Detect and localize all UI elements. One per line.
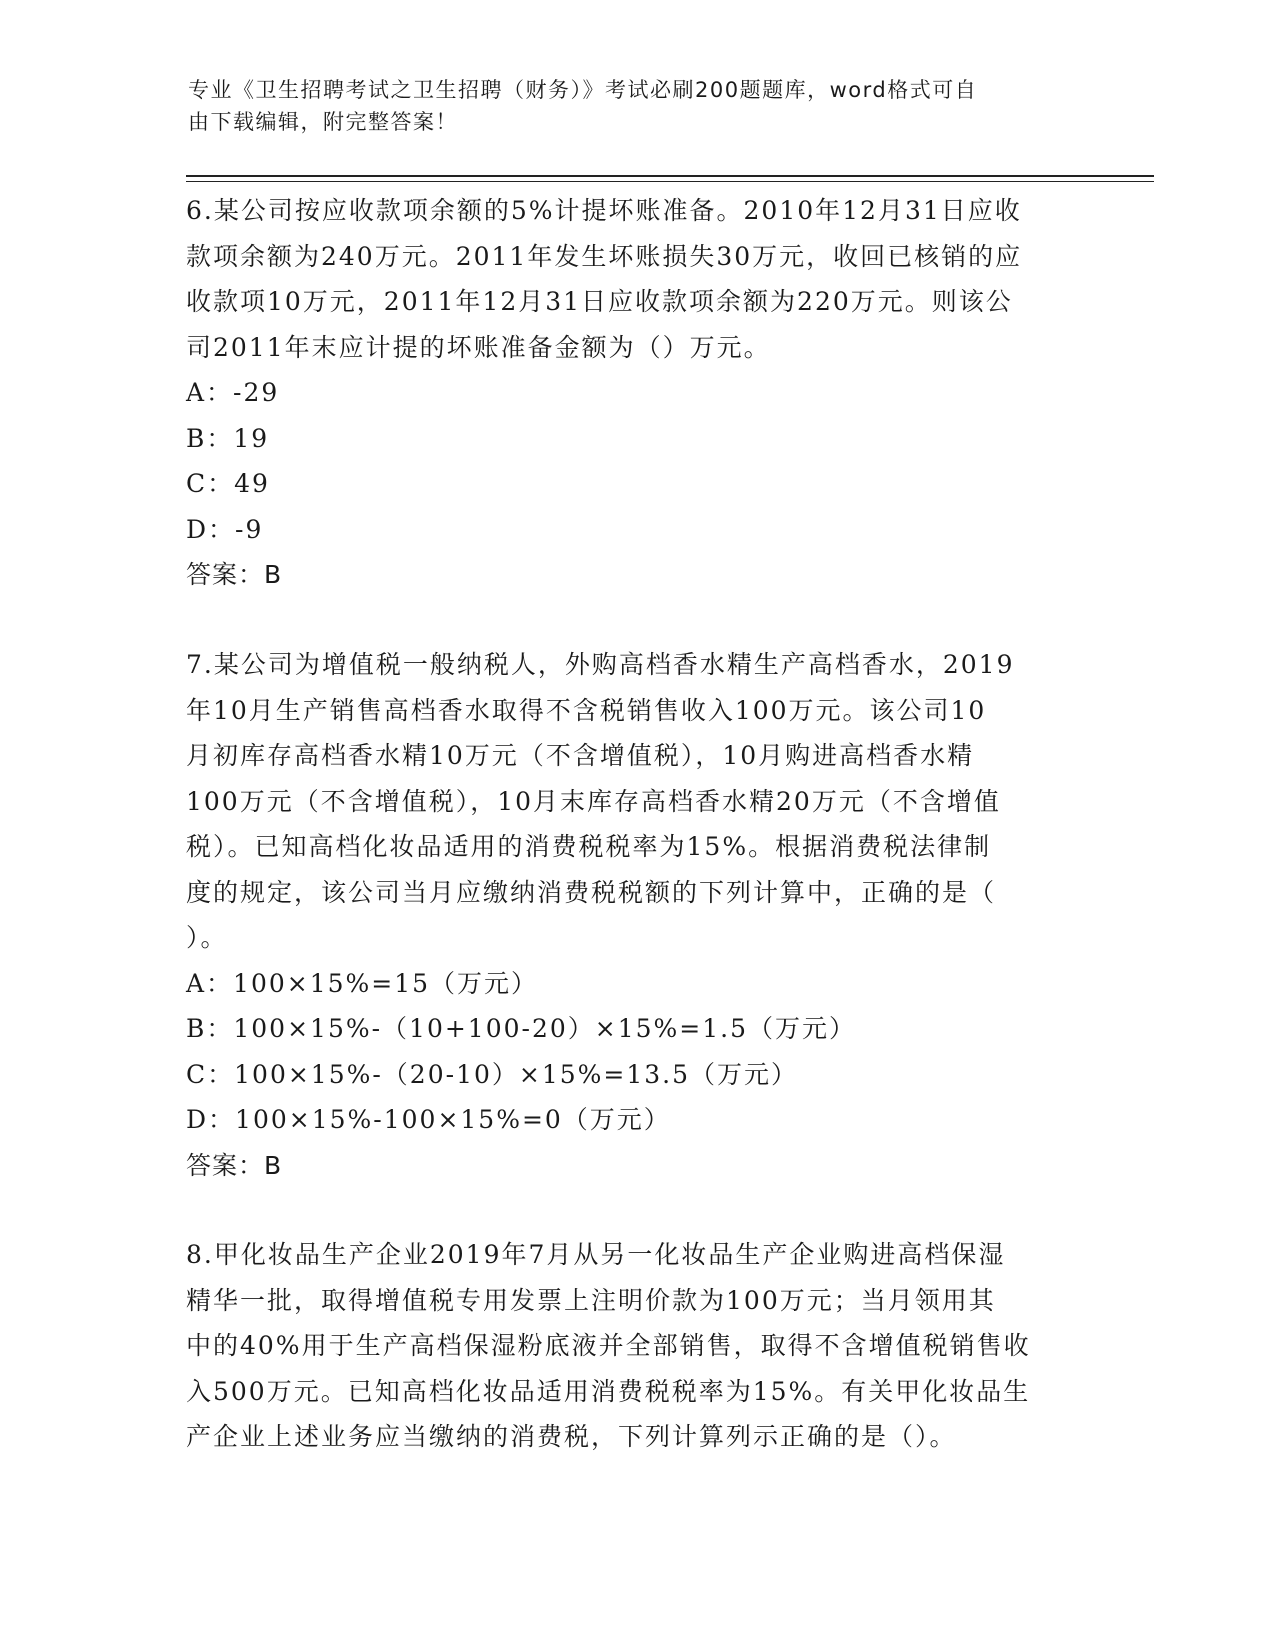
stem-line: 款项余额为240万元。2011年发生坏账损失30万元，收回已核销的应 [186,241,1023,271]
option-b: B：100×15%-（10+100-20）×15%=1.5（万元） [186,1014,857,1043]
document-header [188,74,1068,138]
stem-line: 6.某公司按应收款项余额的5%计提坏账准备。2010年12月31日应收 [186,196,1022,225]
stem-line: 收款项10万元，2011年12月31日应收款项余额为220万元。则该公 [186,287,1013,316]
option-a: A：-29 [186,378,280,407]
header-line-2: 由下载编辑，附完整答案！ [188,110,458,134]
answer-line: 答案：B [186,560,283,589]
question-stem [186,642,1086,961]
stem-line: 精华一批，取得增值税专用发票上注明价款为100万元；当月领用其 [186,1285,996,1315]
stem-line: 税）。已知高档化妆品适用的消费税税率为15%。根据消费税法律制 [186,832,992,861]
stem-line: 中的40%用于生产高档保湿粉底液并全部销售，取得不含增值税销售收 [186,1331,1031,1360]
option-c: C：49 [186,469,270,498]
stem-line: 100万元（不含增值税），10月末库存高档香水精20万元（不含增值 [186,786,1001,816]
stem-line: 7.某公司为增值税一般纳税人，外购高档香水精生产高档香水，2019 [186,650,1015,679]
header-divider [186,175,1154,182]
stem-line: 入500万元。已知高档化妆品适用消费税税率为15%。有关甲化妆品生 [186,1376,1031,1406]
question-stem [186,188,1086,370]
question-8 [186,1232,1086,1460]
stem-line: 产企业上述业务应当缴纳的消费税，下列计算列示正确的是（）。 [186,1422,957,1451]
question-stem [186,1232,1086,1460]
option-a: A：100×15%=15（万元） [186,968,539,998]
option-b: B：19 [186,423,270,453]
option-c: C：100×15%-（20-10）×15%=13.5（万元） [186,1059,799,1089]
option-d: D：-9 [186,514,264,544]
answer-line: 答案：B [186,1150,283,1180]
stem-line: 司2011年末应计提的坏账准备金额为（）万元。 [186,332,771,362]
stem-line: 年10月生产销售高档香水取得不含税销售收入100万元。该公司10 [186,695,987,725]
stem-line: 度的规定，该公司当月应缴纳消费税税额的下列计算中，正确的是（ [186,877,997,907]
question-6 [186,188,1086,598]
option-d: D：100×15%-100×15%=0（万元） [186,1105,671,1134]
question-7 [186,642,1086,1188]
stem-line: 月初库存高档香水精10万元（不含增值税），10月购进高档香水精 [186,741,975,770]
stem-line: ）。 [186,923,228,952]
stem-line: 8.甲化妆品生产企业2019年7月从另一化妆品生产企业购进高档保湿 [186,1240,1006,1269]
header-line-1: 专业《卫生招聘考试之卫生招聘（财务）》考试必刷200题题库，word格式可自 [188,78,978,102]
